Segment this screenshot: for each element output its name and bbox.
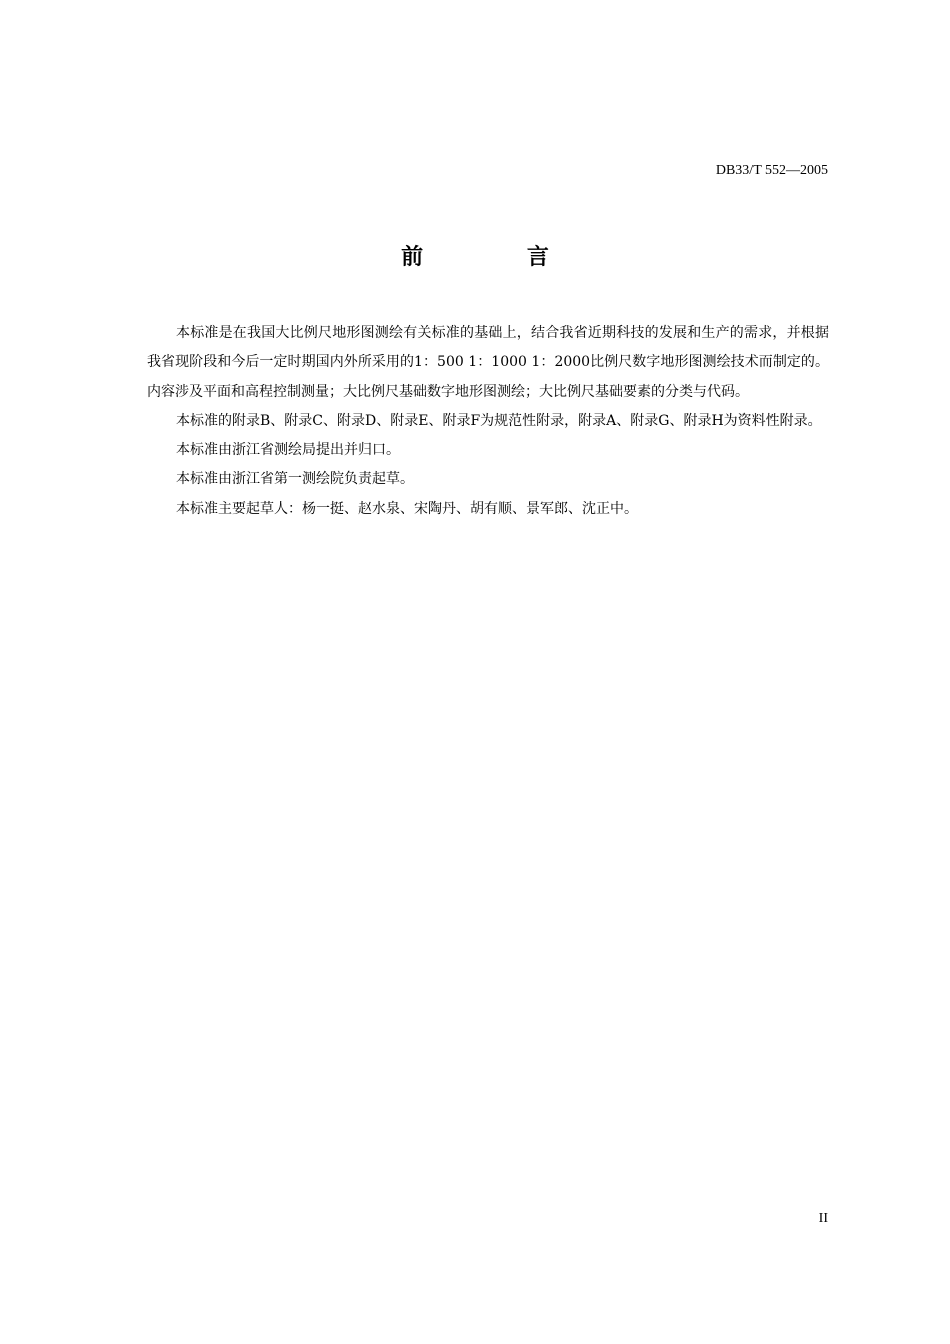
paragraph-drafters: 本标准主要起草人：杨一挺、赵水泉、宋陶丹、胡有顺、景军郎、沈正中。 [176,500,638,517]
paragraph-scope: 本标准是在我国大比例尺地形图测绘有关标准的基础上，结合我省近期科技的发展和生产的需求，并根据我省现阶段和今后一定时期国内外所采用的1：500 1：1000 1：2000比例尺数字地形图测绘技术而制定的。内容涉及平面和高程控制测量；大比例尺基础数字地形图测绘；大比例尺基础要素的分类与代码。 [147,325,829,400]
foreword-body [147,319,829,524]
paragraph-proposer: 本标准由浙江省测绘局提出并归口。 [176,442,400,459]
page-number: II [818,1211,828,1226]
page-title: 前 言 [401,245,597,270]
document-code: DB33/T 552—2005 [715,163,828,178]
paragraph-drafter-org: 本标准由浙江省第一测绘院负责起草。 [176,471,414,488]
paragraph-appendices: 本标准的附录B、附录C、附录D、附录E、附录F为规范性附录，附录A、附录G、附录H为资料性附录。 [176,412,822,429]
